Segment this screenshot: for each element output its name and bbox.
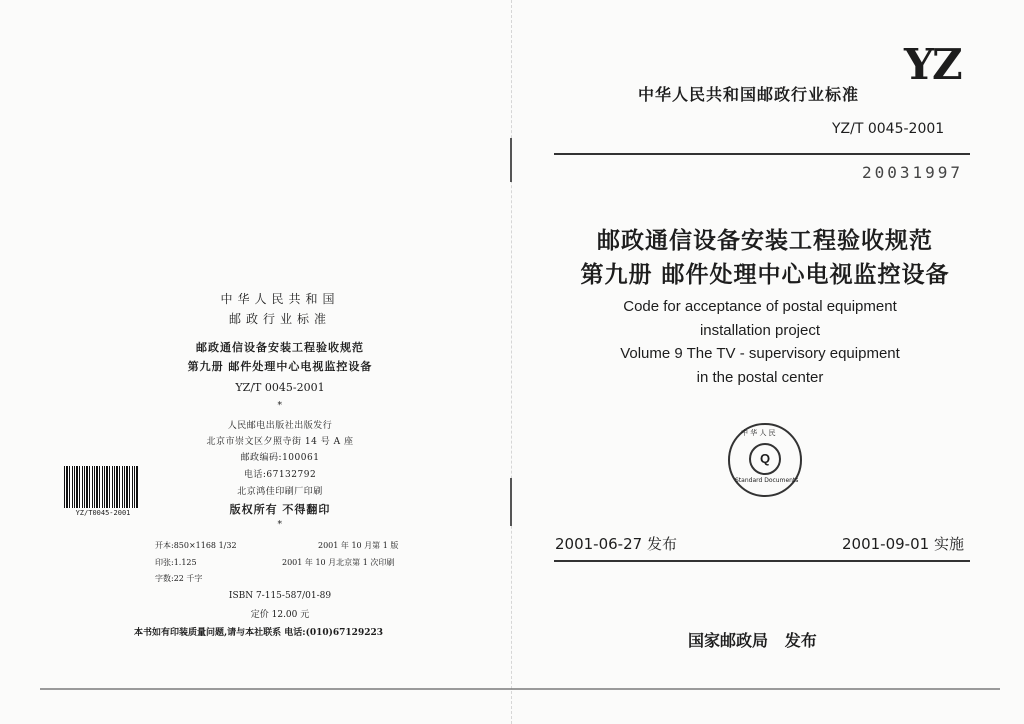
standard-code: YZ/T 0045-2001 <box>832 121 945 137</box>
left-star-2: * <box>277 520 283 530</box>
fold-mark-bottom <box>510 478 512 526</box>
fold-mark-top <box>510 138 512 182</box>
left-publisher: 人民邮电出版社出版发行 <box>227 421 333 431</box>
imprint-format: 开本:850×1168 1/32 <box>155 541 237 550</box>
seal-center-mark: Q <box>749 443 781 475</box>
left-copyright: 版权所有 不得翻印 <box>229 503 331 516</box>
title-en-line4: in the postal center <box>696 369 824 386</box>
left-org-line2: 邮政行业标准 <box>228 312 331 326</box>
registration-number: 20031997 <box>862 163 964 182</box>
left-title-line1: 邮政通信设备安装工程验收规范 <box>196 341 364 354</box>
left-standard-code: YZ/T 0045-2001 <box>235 381 325 394</box>
left-address: 北京市崇文区夕照寺街 14 号 A 座 <box>206 437 354 447</box>
imprint-price: 定价 12.00 元 <box>250 610 310 620</box>
left-star-1: * <box>277 401 283 411</box>
left-title-line2: 第九册 邮件处理中心电视监控设备 <box>187 360 373 373</box>
imprint-notice: 本书如有印装质量问题,请与本社联系 电话:(010)67129223 <box>134 628 383 638</box>
isbn-barcode <box>64 466 138 508</box>
title-en-line3: Volume 9 The TV - supervisory equipment <box>620 345 900 362</box>
seal-bottom-text: Standard Documents <box>735 477 799 484</box>
implement-date: 2001-09-01 实施 <box>842 535 964 553</box>
title-cn-line1: 邮政通信设备安装工程验收规范 <box>597 228 933 254</box>
imprint-isbn: ISBN 7-115-587/01-89 <box>228 591 332 601</box>
yz-logo: YZ <box>904 40 961 89</box>
imprint-printing: 2001 年 10 月北京第 1 次印刷 <box>282 558 395 567</box>
header-rule <box>554 153 970 155</box>
title-cn-line2: 第九册 邮件处理中心电视监控设备 <box>580 262 950 288</box>
release-date: 2001-06-27 发布 <box>555 535 677 553</box>
issuer: 国家邮政局 发布 <box>688 631 817 650</box>
page-fold <box>511 0 513 724</box>
left-printer: 北京鸿佳印刷厂印刷 <box>237 487 323 497</box>
barcode-text: YZ/T0045-2001 <box>75 509 131 517</box>
left-phone: 电话:67132792 <box>243 470 317 480</box>
imprint-edition: 2001 年 10 月第 1 版 <box>318 541 399 550</box>
standard-header: 中华人民共和国邮政行业标准 <box>638 85 860 104</box>
seal-top-text: 中 华 人 民 <box>741 429 776 437</box>
imprint-words: 字数:22 千字 <box>155 574 203 583</box>
date-rule <box>554 560 970 562</box>
imprint-sheets: 印张:1.125 <box>155 558 197 567</box>
bottom-edge-line <box>40 688 1000 690</box>
title-en-line1: Code for acceptance of postal equipment <box>623 298 897 315</box>
left-org-line1: 中华人民共和国 <box>220 292 340 306</box>
left-postcode: 邮政编码:100061 <box>240 453 320 463</box>
title-en-line2: installation project <box>699 322 821 339</box>
